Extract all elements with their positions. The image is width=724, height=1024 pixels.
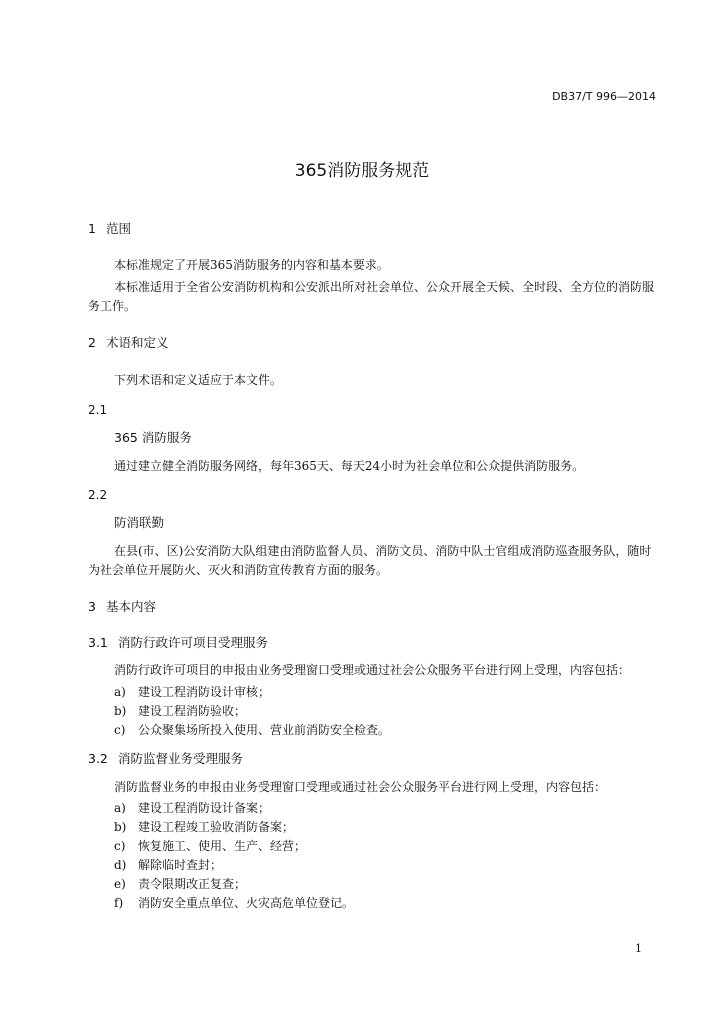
list-item-label: a) [114, 685, 126, 699]
list-item: 解除临时查封； [138, 858, 223, 872]
list-item-label: b) [114, 820, 127, 834]
section-2-heading: 术语和定义 [106, 335, 169, 350]
list-item: 恢复施工、使用、生产、经营； [138, 839, 307, 853]
list-item-label: d) [114, 858, 127, 872]
list-item: 建设工程消防验收； [138, 704, 247, 718]
term-2-1-number: 2.1 [88, 403, 108, 417]
section-1-number: 1 [88, 221, 96, 236]
term-2-1-definition: 通过建立健全消防服务网络，每年365天、每天24小时为社会单位和公众提供消防服务。 [114, 459, 585, 473]
list-item-label: f) [114, 896, 124, 910]
term-2-2-definition: 在县(市、区)公安消防大队组建由消防监督人员、消防文员、消防中队士官组成消防巡查服务队，随时为社会单位开展防火、灭火和消防宣传教育方面的服务。 [88, 544, 652, 577]
subsection-3-2-intro: 消防监督业务的申报由业务受理窗口受理或通过社会公众服务平台进行网上受理，内容包括： [114, 780, 607, 794]
document-code: DB37/T 996—2014 [552, 90, 656, 103]
list-item: 建设工程消防设计备案； [138, 801, 271, 815]
list-item: 责令限期改正复查； [138, 877, 247, 891]
section-1-heading: 范围 [106, 221, 132, 236]
list-item: 公众聚集场所投入使用、营业前消防安全检查。 [138, 723, 391, 737]
subsection-3-2-heading: 消防监督业务受理服务 [118, 751, 244, 766]
list-item-label: c) [114, 839, 126, 853]
term-2-2-name: 防消联勤 [114, 515, 165, 530]
section-3-heading: 基本内容 [106, 599, 157, 614]
list-item-label: c) [114, 723, 126, 737]
section-3-number: 3 [88, 599, 96, 614]
subsection-3-1-intro: 消防行政许可项目的申报由业务受理窗口受理或通过社会公众服务平台进行网上受理，内容包括： [114, 663, 631, 677]
subsection-3-1-number: 3.1 [88, 635, 108, 650]
subsection-3-1-heading: 消防行政许可项目受理服务 [118, 635, 269, 650]
term-2-1-name: 365 消防服务 [114, 430, 192, 445]
subsection-3-2-number: 3.2 [88, 751, 108, 766]
section-2-paragraph: 下列术语和定义适应于本文件。 [114, 373, 283, 387]
list-item: 建设工程消防设计审核； [138, 685, 271, 699]
section-2-number: 2 [88, 335, 96, 350]
section-1-paragraph-2: 本标准适用于全省公安消防机构和公安派出所对社会单位、公众开展全天候、全时段、全方位的消防服务工作。 [88, 280, 655, 313]
list-item-label: e) [114, 877, 126, 891]
document-title: 365消防服务规范 [294, 161, 430, 181]
list-item-label: b) [114, 704, 127, 718]
list-item: 建设工程竣工验收消防备案； [138, 820, 295, 834]
term-2-2-number: 2.2 [88, 488, 108, 502]
page-number: 1 [635, 942, 642, 955]
section-1-paragraph-1: 本标准规定了开展365消防服务的内容和基本要求。 [114, 258, 389, 272]
list-item: 消防安全重点单位、火灾高危单位登记。 [138, 896, 355, 910]
list-item-label: a) [114, 801, 126, 815]
